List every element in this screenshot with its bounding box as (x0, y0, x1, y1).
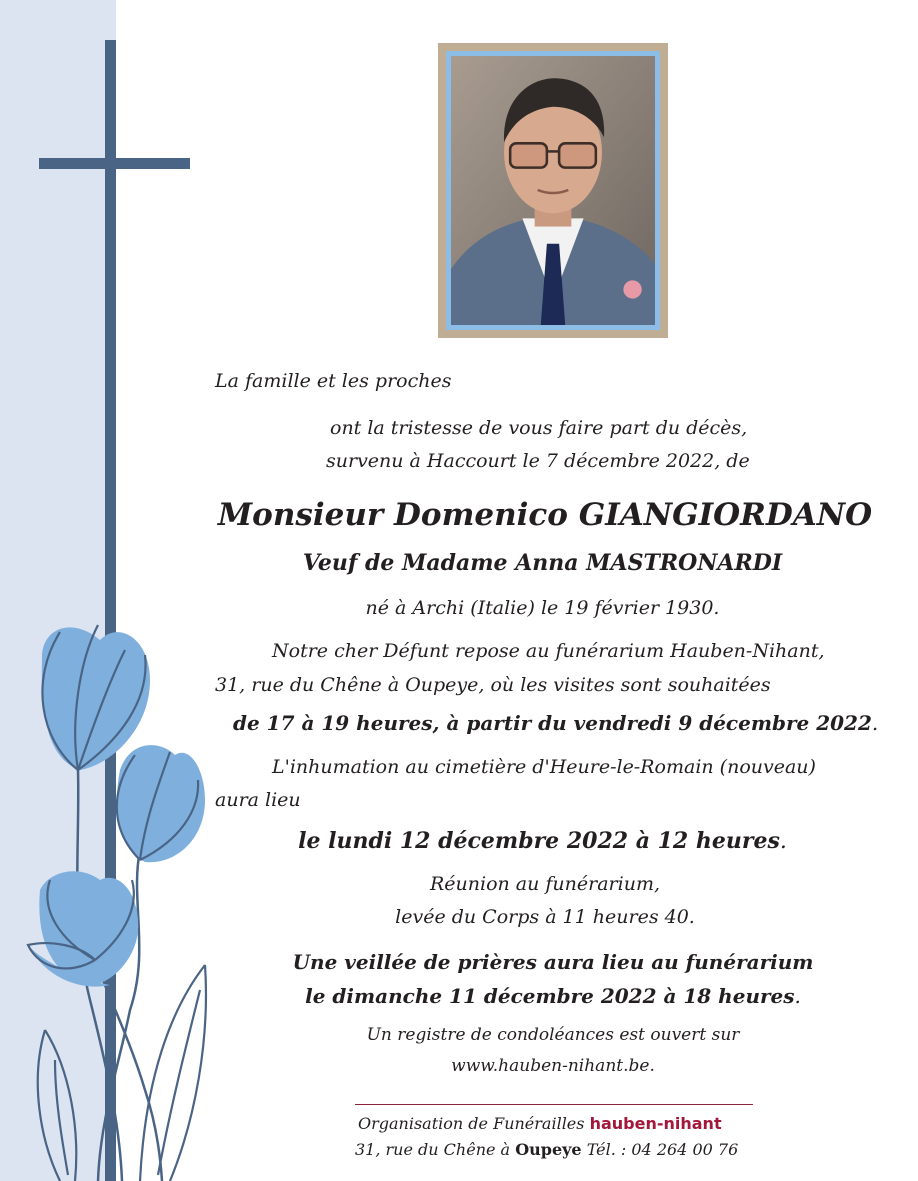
register-line-2: www.hauben-nihant.be. (451, 1056, 655, 1076)
tulip-flower-3 (28, 871, 138, 986)
leaves (38, 965, 206, 1181)
register-line-1: Un registre de condoléances est ouvert sur (366, 1025, 740, 1045)
brand-logo-text: hauben-nihant (589, 1114, 722, 1133)
meeting-line-2: levée du Corps à 11 heures 40. (395, 906, 695, 928)
burial-line-1: L'inhumation au cimetière d'Heure-le-Romain (nouveau) (272, 756, 816, 778)
intro-text: La famille et les proches (215, 370, 452, 392)
footer-organisation: Organisation de Funérailles hauben-nihant (358, 1114, 722, 1133)
portrait-frame (438, 43, 668, 338)
announcement-line-1: ont la tristesse de vous faire part du décès, (330, 417, 748, 439)
footer-address: 31, rue du Chêne à Oupeye Tél. : 04 264 00 76 (355, 1140, 739, 1159)
portrait-photo (451, 56, 655, 325)
meeting-line-1: Réunion au funérarium, (429, 873, 661, 895)
deceased-name: Monsieur Domenico GIANGIORDANO (217, 497, 873, 533)
tulip-flower-1 (42, 625, 150, 770)
burial-line-2: aura lieu (215, 789, 301, 811)
tulip-flower-2 (117, 745, 205, 862)
birth-line: né à Archi (Italie) le 19 février 1930. (365, 597, 720, 619)
widow-line: Veuf de Madame Anna MASTRONARDI (302, 550, 783, 576)
vigil-line-2: le dimanche 11 décembre 2022 à 18 heures. (305, 984, 801, 1008)
vigil-line-1: Une veillée de prières aura lieu au funérarium (292, 950, 814, 974)
burial-date: le lundi 12 décembre 2022 à 12 heures. (298, 828, 787, 854)
announcement-line-2: survenu à Haccourt le 7 décembre 2022, de (326, 450, 750, 472)
rest-line-1: Notre cher Défunt repose au funérarium Hauben-Nihant, (272, 640, 825, 662)
rest-line-2: 31, rue du Chêne à Oupeye, où les visites sont souhaitées (215, 674, 771, 696)
footer-divider (355, 1104, 753, 1105)
visits-line: de 17 à 19 heures, à partir du vendredi 9 décembre 2022. (233, 711, 879, 735)
